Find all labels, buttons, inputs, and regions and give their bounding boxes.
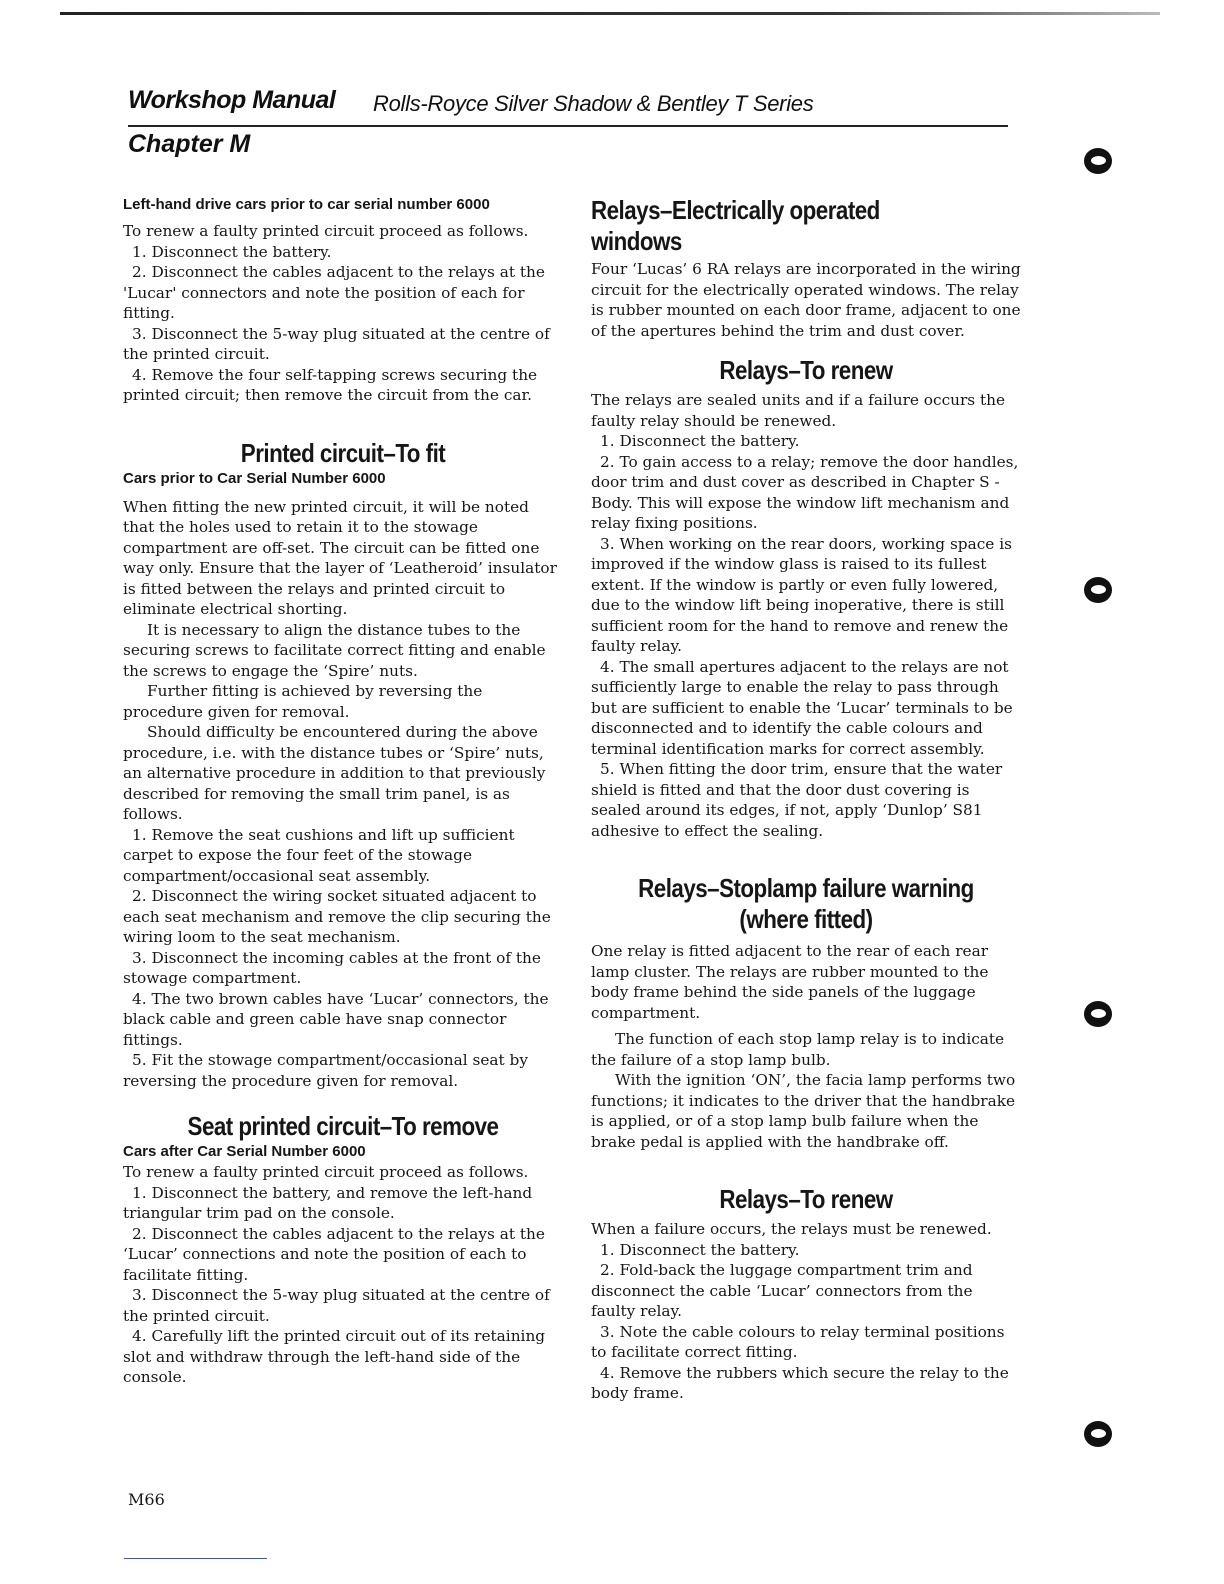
paragraph: Four ‘Lucas’ 6 RA relays are incorporated in the wiring circuit for the electrically operated windows. The relay is rubber mounted on each door frame, adjacent to one of the apertures behind the trim and dust cover.	[591, 260, 1021, 340]
step: 1. Remove the seat cushions and lift up sufficient carpet to expose the four feet of the stowage compartment/occasional seat assembly.	[123, 825, 515, 885]
manual-title: Workshop Manual	[128, 86, 336, 114]
footer-rule	[124, 1558, 267, 1559]
step: 4. Carefully lift the printed circuit out of its retaining slot and withdraw through the left-hand side of the console.	[123, 1327, 546, 1386]
step: 3. Disconnect the 5-way plug situated at the centre of the printed circuit.	[123, 1286, 550, 1325]
step: 5. When fitting the door trim, ensure that the water shield is fitted and that the door dust covering is sealed around its edges, if not, apply ‘Dunlop’ S81 adhesive to effect the sealing.	[591, 760, 1003, 840]
punch-hole-icon	[1084, 1421, 1112, 1447]
paragraph: It is necessary to align the distance tubes to the securing screws to facilitate correct fitting and enable the screws to engage the ‘Spire’ nuts.	[123, 620, 546, 680]
heading-seat-printed-circuit: Seat printed circuit–To remove	[187, 1111, 499, 1141]
step: 2. Disconnect the cables adjacent to the relays at the ‘Lucar’ connections and note the position of each to facilitate fitting.	[123, 1224, 545, 1284]
step: 4. The two brown cables have ‘Lucar’ connectors, the black cable and green cable have snap connector fittings.	[123, 989, 549, 1049]
heading-relays-windows: Relays–Electrically operated windows	[591, 195, 880, 256]
right-column	[591, 195, 1021, 1404]
step: 2. Disconnect the cables adjacent to the relays at the 'Lucar' connectors and note the position of each for fitting.	[123, 263, 545, 322]
step: 4. Remove the rubbers which secure the relay to the body frame.	[591, 1363, 1009, 1402]
punch-hole-icon	[1084, 577, 1112, 603]
punch-hole-icon	[1084, 1001, 1112, 1027]
step: 4. The small apertures adjacent to the relays are not sufficiently large to enable the relay to pass through but are sufficient to enable the ‘Lucar’ terminals to be disconnected and to identify the cable colours and terminal identification marks for correct assembly.	[591, 657, 1013, 758]
paragraph: Should difficulty be encountered during the above procedure, i.e. with the distance tubes or ‘Spire’ nuts, an alternative procedure in addition to that previously described for removing the small trim panel, is as follows.	[123, 723, 546, 823]
paragraph: With the ignition ‘ON’, the facia lamp performs two functions; it indicates to the driver that the handbrake is applied, or of a stop lamp bulb failure when the brake pedal is applied with the handbrake off.	[591, 1071, 1016, 1151]
heading-relays-renew-2: Relays–To renew	[719, 1184, 893, 1214]
subheading-cars-after: Cars after Car Serial Number 6000	[123, 1143, 366, 1160]
paragraph: To renew a faulty printed circuit proceed as follows.	[123, 1163, 529, 1181]
step: 3. Note the cable colours to relay terminal positions to facilitate correct fitting.	[591, 1322, 1005, 1361]
step: 2. To gain access to a relay; remove the door handles, door trim and dust cover as described in Chapter S - Body. This will expose the window lift mechanism and relay fixing positions.	[591, 452, 1019, 532]
step: 3. Disconnect the 5-way plug situated at the centre of the printed circuit.	[123, 324, 550, 363]
paragraph: Further fitting is achieved by reversing the procedure given for removal.	[123, 682, 483, 721]
step: 1. Disconnect the battery.	[600, 432, 800, 450]
paragraph: One relay is fitted adjacent to the rear of each rear lamp cluster. The relays are rubber mounted to the body frame behind the side panels of the luggage compartment.	[591, 942, 989, 1022]
scan-edge-line	[60, 12, 1160, 15]
subheading-lhd: Left-hand drive cars prior to car serial number 6000	[123, 196, 490, 213]
step: 3. When working on the rear doors, working space is improved if the window glass is raised to its fullest extent. If the window is partly or even fully lowered, due to the window lift being inoperative, there is still sufficient room for the hand to remove and renew the faulty relay.	[591, 534, 1012, 655]
manual-subtitle: Rolls-Royce Silver Shadow & Bentley T Series	[373, 91, 814, 116]
heading-stoplamp-where-fitted: (where fitted)	[739, 904, 873, 934]
heading-relays-renew: Relays–To renew	[719, 355, 893, 385]
paragraph: The function of each stop lamp relay is to indicate the failure of a stop lamp bulb.	[591, 1030, 1005, 1069]
step: 3. Disconnect the incoming cables at the front of the stowage compartment.	[123, 948, 541, 987]
chapter-label: Chapter M	[128, 130, 251, 158]
paragraph: To renew a faulty printed circuit proceed as follows.	[123, 222, 529, 240]
punch-hole-icon	[1084, 148, 1112, 174]
step: 4. Remove the four self-tapping screws securing the printed circuit; then remove the circuit from the car.	[123, 365, 538, 404]
header-rule	[128, 125, 1008, 127]
heading-stoplamp-warning: Relays–Stoplamp failure warning	[638, 873, 974, 903]
step: 1. Disconnect the battery.	[600, 1240, 800, 1259]
paragraph: When a failure occurs, the relays must be renewed.	[591, 1220, 992, 1238]
step: 1. Disconnect the battery.	[132, 242, 332, 261]
heading-printed-circuit-fit: Printed circuit–To fit	[240, 437, 446, 468]
step: 2. Fold-back the luggage compartment trim and disconnect the cable ‘Lucar’ connectors from the faulty relay.	[591, 1261, 973, 1320]
step: 5. Fit the stowage compartment/occasional seat by reversing the procedure given for removal.	[123, 1051, 528, 1090]
step: 2. Disconnect the wiring socket situated adjacent to each seat mechanism and remove the clip securing the wiring loom to the seat mechanism.	[123, 887, 551, 946]
subheading-cars-prior: Cars prior to Car Serial Number 6000	[123, 469, 386, 487]
left-column	[123, 195, 563, 1388]
paragraph: The relays are sealed units and if a failure occurs the faulty relay should be renewed.	[591, 391, 1006, 430]
page-number: M66	[128, 1490, 165, 1509]
paragraph: When fitting the new printed circuit, it will be noted that the holes used to retain it to the stowage compartment are off-set. The circuit can be fitted one way only. Ensure that the layer of ‘Leatheroid’ insulator is fitted between the relays and printed circuit to eliminate electrical shorting.	[123, 497, 557, 618]
step: 1. Disconnect the battery, and remove the left-hand triangular trim pad on the console.	[123, 1183, 533, 1222]
